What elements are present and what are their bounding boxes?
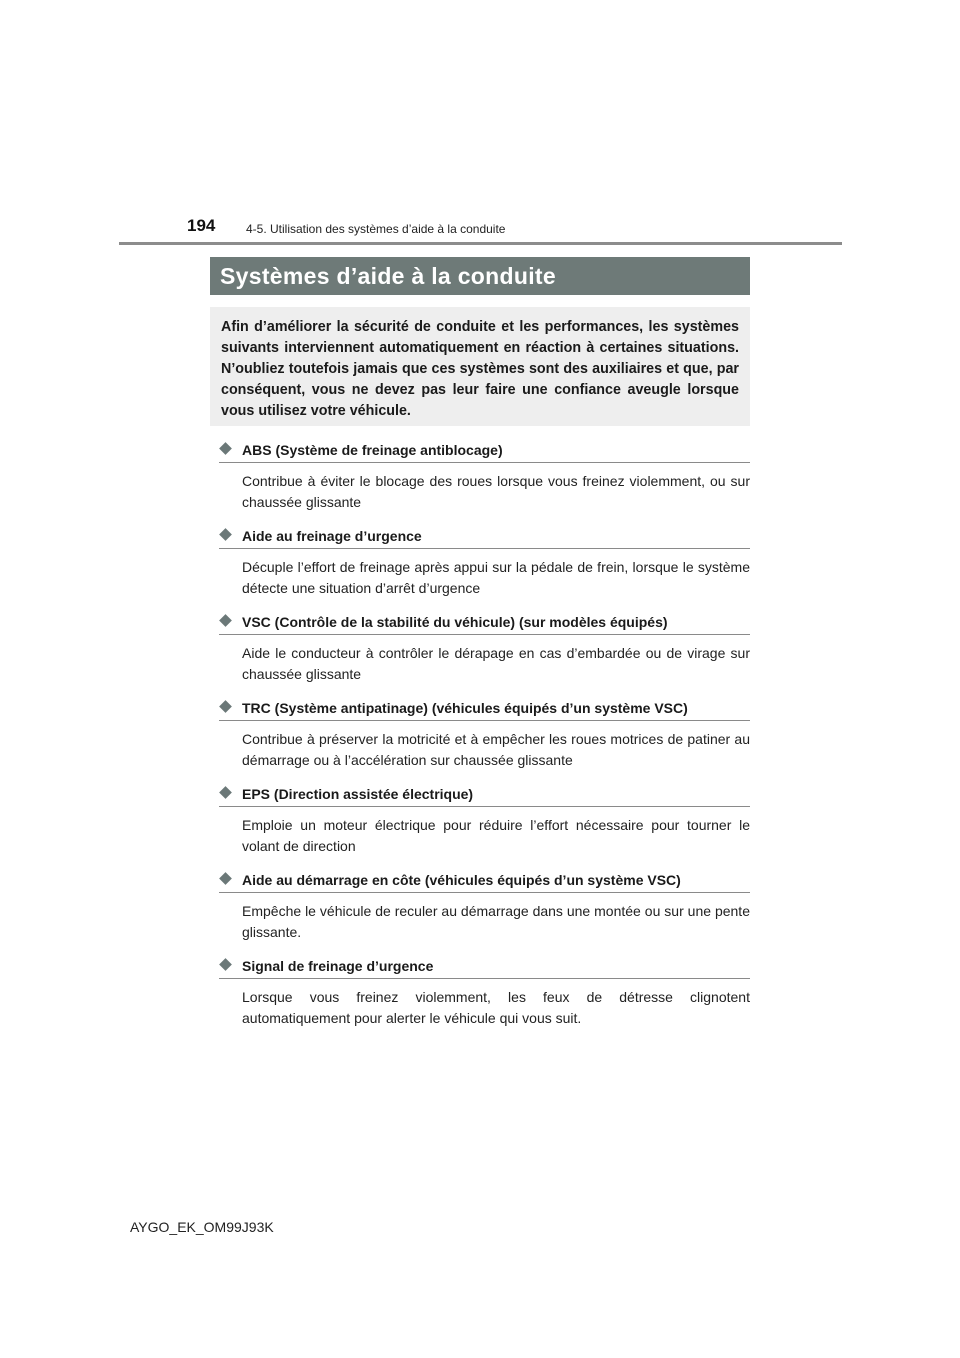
section-description: Lorsque vous freinez violemment, les feux de détresse clignotent automatiquement pour alerter le véhicule qui vous suit. <box>242 989 750 1026</box>
section-title: VSC (Contrôle de la stabilité du véhicule) (sur modèles équipés) <box>242 614 668 630</box>
section-description: Empêche le véhicule de reculer au démarrage dans une montée ou sur une pente glissante. <box>242 903 750 940</box>
section-heading <box>219 611 750 635</box>
section-description: Emploie un moteur électrique pour réduire l’effort nécessaire pour tourner le volant de direction <box>242 817 750 854</box>
section-title: Signal de freinage d’urgence <box>242 958 434 974</box>
diamond-bullet-icon <box>219 528 232 541</box>
diamond-bullet-icon <box>219 872 232 885</box>
section-title: Aide au démarrage en côte (véhicules équipés d’un système VSC) <box>242 872 681 888</box>
section-title: ABS (Système de freinage antiblocage) <box>242 442 503 458</box>
section-heading <box>219 783 750 807</box>
title-bar <box>210 257 750 295</box>
section-hill-start-assist <box>219 869 750 943</box>
section-eps <box>219 783 750 857</box>
section-description: Contribue à éviter le blocage des roues lorsque vous freinez violemment, ou sur chaussée glissante <box>242 473 750 510</box>
diamond-bullet-icon <box>219 958 232 971</box>
page-title: Systèmes d’aide à la conduite <box>220 263 556 289</box>
intro-box <box>210 307 750 426</box>
intro-text: Afin d’améliorer la sécurité de conduite et les performances, les systèmes suivants interviennent automatiquement en réaction à certaines situations. N’oubliez toutefois jamais que ces systèmes sont des auxiliaires et que, par conséquent, vous ne devez pas leur faire une confiance aveugle lorsque vous utilisez votre véhicule. <box>221 319 739 419</box>
section-trc <box>219 697 750 771</box>
diamond-bullet-icon <box>219 614 232 627</box>
section-heading <box>219 439 750 463</box>
section-description: Aide le conducteur à contrôler le dérapage en cas d’embardée ou de virage sur chaussée glissante <box>242 645 750 682</box>
section-description: Décuple l’effort de freinage après appui sur la pédale de frein, lorsque le système détecte une situation d’arrêt d’urgence <box>242 559 750 596</box>
diamond-bullet-icon <box>219 700 232 713</box>
section-vsc <box>219 611 750 685</box>
section-emergency-brake-signal <box>219 955 750 1029</box>
footer-code: AYGO_EK_OM99J93K <box>130 1219 274 1235</box>
diamond-bullet-icon <box>219 442 232 455</box>
sections <box>219 439 750 1041</box>
running-head: 4-5. Utilisation des systèmes d’aide à la conduite <box>246 222 506 236</box>
section-heading <box>219 525 750 549</box>
section-heading <box>219 955 750 979</box>
section-heading <box>219 869 750 893</box>
section-heading <box>219 697 750 721</box>
header-rule <box>119 242 842 245</box>
section-title: Aide au freinage d’urgence <box>242 528 422 544</box>
section-abs <box>219 439 750 513</box>
page-number: 194 <box>187 216 216 235</box>
diamond-bullet-icon <box>219 786 232 799</box>
section-title: TRC (Système antipatinage) (véhicules équipés d’un système VSC) <box>242 700 688 716</box>
section-title: EPS (Direction assistée électrique) <box>242 786 474 802</box>
section-emergency-brake-assist <box>219 525 750 599</box>
section-description: Contribue à préserver la motricité et à empêcher les roues motrices de patiner au démarrage ou à l’accélération sur chaussée glissante <box>242 731 750 768</box>
